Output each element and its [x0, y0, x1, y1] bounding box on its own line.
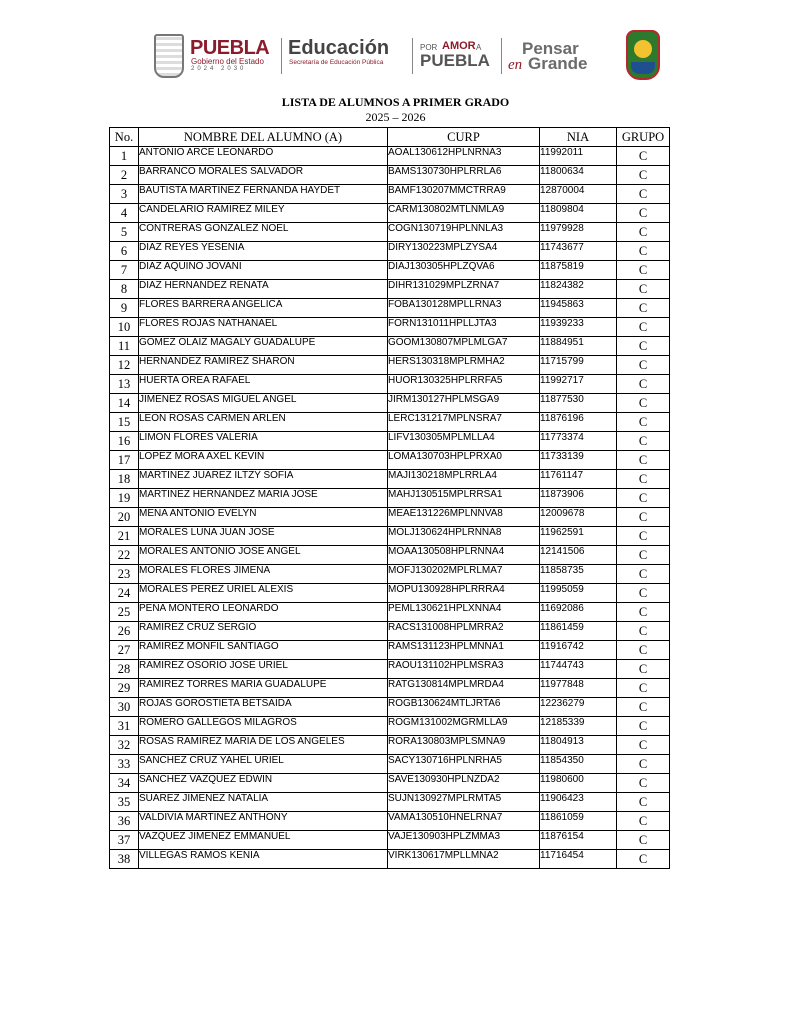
student-name-cell: ROJAS GOROSTIETA BETSAIDA	[139, 698, 388, 717]
table-row	[110, 299, 670, 318]
table-row	[110, 337, 670, 356]
student-name-cell: LIMON FLORES VALERIA	[139, 432, 388, 451]
group-cell: C	[617, 527, 670, 546]
curp-cell: SAVE130930HPLNZDA2	[388, 774, 540, 793]
group-cell: C	[617, 375, 670, 394]
table-row	[110, 451, 670, 470]
row-number-cell: 17	[110, 451, 139, 470]
nia-cell: 12870004	[540, 185, 617, 204]
nia-cell: 11992011	[540, 147, 617, 166]
student-name-cell: CONTRERAS GONZALEZ NOEL	[139, 223, 388, 242]
table-row	[110, 584, 670, 603]
row-number-cell: 32	[110, 736, 139, 755]
row-number-cell: 28	[110, 660, 139, 679]
column-header-name: NOMBRE DEL ALUMNO (A)	[139, 128, 388, 147]
row-number-cell: 37	[110, 831, 139, 850]
curp-cell: JIRM130127HPLMSGA9	[388, 394, 540, 413]
row-number-cell: 7	[110, 261, 139, 280]
group-cell: C	[617, 603, 670, 622]
student-name-cell: RAMIREZ MONFIL SANTIAGO	[139, 641, 388, 660]
curp-cell: DIAJ130305HPLZQVA6	[388, 261, 540, 280]
group-cell: C	[617, 622, 670, 641]
group-cell: C	[617, 736, 670, 755]
row-number-cell: 20	[110, 508, 139, 527]
curp-cell: VIRK130617MPLLMNA2	[388, 850, 540, 869]
group-cell: C	[617, 850, 670, 869]
group-cell: C	[617, 584, 670, 603]
table-header-row	[110, 128, 670, 147]
row-number-cell: 31	[110, 717, 139, 736]
emblem-sun-icon	[634, 40, 652, 58]
curp-cell: MOLJ130624HPLRNNA8	[388, 527, 540, 546]
logo-divider	[501, 38, 502, 74]
curp-cell: ROGM131002MGRMLLA9	[388, 717, 540, 736]
row-number-cell: 15	[110, 413, 139, 432]
group-cell: C	[617, 774, 670, 793]
row-number-cell: 3	[110, 185, 139, 204]
row-number-cell: 38	[110, 850, 139, 869]
student-name-cell: HUERTA OREA RAFAEL	[139, 375, 388, 394]
student-name-cell: GOMEZ OLAIZ MAGALY GUADALUPE	[139, 337, 388, 356]
row-number-cell: 5	[110, 223, 139, 242]
educacion-logo: Educación	[288, 37, 390, 59]
educacion-logo-subtitle: Secretaría de Educación Pública	[289, 59, 384, 66]
curp-cell: MEAE131226MPLNNVA8	[388, 508, 540, 527]
table-row	[110, 261, 670, 280]
table-row	[110, 280, 670, 299]
student-name-cell: ANTONIO ARCE LEONARDO	[139, 147, 388, 166]
nia-cell: 11906423	[540, 793, 617, 812]
por-amor-logo-a: A	[476, 43, 482, 52]
curp-cell: RAOU131102HPLMSRA3	[388, 660, 540, 679]
nia-cell: 11809804	[540, 204, 617, 223]
student-name-cell: RAMIREZ CRUZ SERGIO	[139, 622, 388, 641]
table-row	[110, 413, 670, 432]
table-row	[110, 223, 670, 242]
group-cell: C	[617, 166, 670, 185]
puebla-logo: PUEBLA	[190, 37, 270, 59]
group-cell: C	[617, 318, 670, 337]
group-cell: C	[617, 660, 670, 679]
student-name-cell: DIAZ REYES YESENIA	[139, 242, 388, 261]
curp-cell: BAMF130207MMCTRRA9	[388, 185, 540, 204]
nia-cell: 12185339	[540, 717, 617, 736]
curp-cell: RATG130814MPLMRDA4	[388, 679, 540, 698]
nia-cell: 11962591	[540, 527, 617, 546]
table-row	[110, 660, 670, 679]
group-cell: C	[617, 641, 670, 660]
row-number-cell: 10	[110, 318, 139, 337]
nia-cell: 11858735	[540, 565, 617, 584]
curp-cell: DIHR131029MPLZRNA7	[388, 280, 540, 299]
row-number-cell: 12	[110, 356, 139, 375]
curp-cell: LIFV130305MPLMLLA4	[388, 432, 540, 451]
group-cell: C	[617, 717, 670, 736]
curp-cell: FOBA130128MPLLRNA3	[388, 299, 540, 318]
table-row	[110, 755, 670, 774]
student-name-cell: BAUTISTA MARTINEZ FERNANDA HAYDET	[139, 185, 388, 204]
nia-cell: 11916742	[540, 641, 617, 660]
column-header-curp: CURP	[388, 128, 540, 147]
group-cell: C	[617, 394, 670, 413]
group-cell: C	[617, 831, 670, 850]
header-logos	[150, 30, 660, 82]
nia-cell: 11995059	[540, 584, 617, 603]
en-grande-logo-grande: Grande	[528, 54, 588, 73]
nia-cell: 11824382	[540, 280, 617, 299]
nia-cell: 11876154	[540, 831, 617, 850]
group-cell: C	[617, 489, 670, 508]
puebla-logo-subtitle: Gobierno del Estado	[191, 57, 264, 66]
student-name-cell: VAZQUEZ JIMENEZ EMMANUEL	[139, 831, 388, 850]
curp-cell: AOAL130612HPLNRNA3	[388, 147, 540, 166]
curp-cell: RACS131008HPLMRRA2	[388, 622, 540, 641]
por-amor-logo-por: POR	[420, 43, 438, 52]
nia-cell: 11692086	[540, 603, 617, 622]
nia-cell: 11979928	[540, 223, 617, 242]
row-number-cell: 35	[110, 793, 139, 812]
nia-cell: 11744743	[540, 660, 617, 679]
table-row	[110, 698, 670, 717]
curp-cell: COGN130719HPLNNLA3	[388, 223, 540, 242]
table-row	[110, 622, 670, 641]
curp-cell: RORA130803MPLSMNA9	[388, 736, 540, 755]
student-name-cell: ROMERO GALLEGOS MILAGROS	[139, 717, 388, 736]
student-name-cell: SUAREZ JIMENEZ NATALIA	[139, 793, 388, 812]
table-row	[110, 774, 670, 793]
group-cell: C	[617, 299, 670, 318]
nia-cell: 11875819	[540, 261, 617, 280]
table-row	[110, 242, 670, 261]
curp-cell: RAMS131123HPLMNNA1	[388, 641, 540, 660]
nia-cell: 11733139	[540, 451, 617, 470]
student-name-cell: FLORES BARRERA ANGELICA	[139, 299, 388, 318]
group-cell: C	[617, 698, 670, 717]
student-name-cell: MARTINEZ HERNANDEZ MARIA JOSE	[139, 489, 388, 508]
student-name-cell: VALDIVIA MARTINEZ ANTHONY	[139, 812, 388, 831]
logo-divider	[281, 38, 282, 74]
row-number-cell: 4	[110, 204, 139, 223]
student-name-cell: MORALES FLORES JIMENA	[139, 565, 388, 584]
student-name-cell: BARRANCO MORALES SALVADOR	[139, 166, 388, 185]
table-row	[110, 508, 670, 527]
nia-cell: 11977848	[540, 679, 617, 698]
nia-cell: 11743677	[540, 242, 617, 261]
group-cell: C	[617, 185, 670, 204]
column-header-group: GRUPO	[617, 128, 670, 147]
group-cell: C	[617, 508, 670, 527]
row-number-cell: 22	[110, 546, 139, 565]
row-number-cell: 1	[110, 147, 139, 166]
column-header-nia: NIA	[540, 128, 617, 147]
logo-divider	[412, 38, 413, 74]
row-number-cell: 11	[110, 337, 139, 356]
group-cell: C	[617, 793, 670, 812]
student-name-cell: MARTINEZ JUAREZ ILTZY SOFIA	[139, 470, 388, 489]
nia-cell: 12009678	[540, 508, 617, 527]
table-row	[110, 147, 670, 166]
row-number-cell: 23	[110, 565, 139, 584]
por-amor-logo-amor: AMOR	[442, 40, 476, 52]
student-name-cell: SANCHEZ CRUZ YAHEL URIEL	[139, 755, 388, 774]
nia-cell: 11861459	[540, 622, 617, 641]
group-cell: C	[617, 223, 670, 242]
group-cell: C	[617, 204, 670, 223]
puebla-shield-icon	[154, 34, 184, 78]
nia-cell: 11773374	[540, 432, 617, 451]
table-row	[110, 166, 670, 185]
row-number-cell: 19	[110, 489, 139, 508]
student-name-cell: SANCHEZ VAZQUEZ EDWIN	[139, 774, 388, 793]
row-number-cell: 34	[110, 774, 139, 793]
curp-cell: SACY130716HPLNRHA5	[388, 755, 540, 774]
nia-cell: 12141506	[540, 546, 617, 565]
student-name-cell: CANDELARIO RAMIREZ MILEY	[139, 204, 388, 223]
table-row	[110, 603, 670, 622]
student-name-cell: MORALES ANTONIO JOSE ANGEL	[139, 546, 388, 565]
table-row	[110, 641, 670, 660]
student-name-cell: LEON ROSAS CARMEN ARLEN	[139, 413, 388, 432]
group-cell: C	[617, 546, 670, 565]
row-number-cell: 18	[110, 470, 139, 489]
curp-cell: CARM130802MTLNMLA9	[388, 204, 540, 223]
group-cell: C	[617, 451, 670, 470]
group-cell: C	[617, 755, 670, 774]
student-name-cell: DIAZ HERNANDEZ RENATA	[139, 280, 388, 299]
table-row	[110, 565, 670, 584]
nia-cell: 11877530	[540, 394, 617, 413]
group-cell: C	[617, 280, 670, 299]
curp-cell: ROGB130624MTLJRTA6	[388, 698, 540, 717]
nia-cell: 11854350	[540, 755, 617, 774]
nia-cell: 12236279	[540, 698, 617, 717]
group-cell: C	[617, 470, 670, 489]
nia-cell: 11939233	[540, 318, 617, 337]
student-name-cell: ROSAS RAMIREZ MARIA DE LOS ANGELES	[139, 736, 388, 755]
curp-cell: MOPU130928HPLRRRA4	[388, 584, 540, 603]
row-number-cell: 30	[110, 698, 139, 717]
curp-cell: MAHJ130515MPLRRSA1	[388, 489, 540, 508]
table-row	[110, 375, 670, 394]
curp-cell: MOAA130508HPLRNNA4	[388, 546, 540, 565]
table-row	[110, 527, 670, 546]
row-number-cell: 9	[110, 299, 139, 318]
emblem-base-icon	[631, 62, 655, 74]
row-number-cell: 26	[110, 622, 139, 641]
nia-cell: 11861059	[540, 812, 617, 831]
curp-cell: GOOM130807MPLMLGA7	[388, 337, 540, 356]
student-name-cell: HERNANDEZ RAMIREZ SHARON	[139, 356, 388, 375]
table-row	[110, 318, 670, 337]
student-name-cell: MENA ANTONIO EVELYN	[139, 508, 388, 527]
table-row	[110, 489, 670, 508]
student-name-cell: LOPEZ MORA AXEL KEVIN	[139, 451, 388, 470]
student-name-cell: PEÑA MONTERO LEONARDO	[139, 603, 388, 622]
school-emblem-icon	[626, 30, 660, 80]
group-cell: C	[617, 261, 670, 280]
nia-cell: 11715799	[540, 356, 617, 375]
curp-cell: LERC131217MPLNSRA7	[388, 413, 540, 432]
table-row	[110, 679, 670, 698]
curp-cell: PEML130621HPLXNNA4	[388, 603, 540, 622]
student-name-cell: DIAZ AQUINO JOVANI	[139, 261, 388, 280]
row-number-cell: 8	[110, 280, 139, 299]
nia-cell: 11980600	[540, 774, 617, 793]
page-title: LISTA DE ALUMNOS A PRIMER GRADO	[281, 95, 510, 109]
curp-cell: HERS130318MPLRMHA2	[388, 356, 540, 375]
row-number-cell: 16	[110, 432, 139, 451]
group-cell: C	[617, 337, 670, 356]
nia-cell: 11876196	[540, 413, 617, 432]
group-cell: C	[617, 242, 670, 261]
table-body	[110, 147, 670, 869]
table-row	[110, 394, 670, 413]
en-grande-logo-en: en	[508, 57, 523, 73]
curp-cell: LOMA130703HPLPRXA0	[388, 451, 540, 470]
nia-cell: 11992717	[540, 375, 617, 394]
row-number-cell: 29	[110, 679, 139, 698]
puebla-logo-years: 2024 2030	[191, 66, 247, 72]
row-number-cell: 25	[110, 603, 139, 622]
nia-cell: 11804913	[540, 736, 617, 755]
student-name-cell: RAMIREZ OSORIO JOSE URIEL	[139, 660, 388, 679]
curp-cell: MOFJ130202MPLRLMA7	[388, 565, 540, 584]
row-number-cell: 6	[110, 242, 139, 261]
table-row	[110, 546, 670, 565]
row-number-cell: 14	[110, 394, 139, 413]
student-name-cell: VILLEGAS RAMOS KENIA	[139, 850, 388, 869]
student-name-cell: MORALES PEREZ URIEL ALEXIS	[139, 584, 388, 603]
student-name-cell: FLORES ROJAS NATHANAEL	[139, 318, 388, 337]
nia-cell: 11873906	[540, 489, 617, 508]
table-row	[110, 717, 670, 736]
nia-cell: 11761147	[540, 470, 617, 489]
curp-cell: HUOR130325HPLRRFA5	[388, 375, 540, 394]
table-row	[110, 356, 670, 375]
table-row	[110, 850, 670, 869]
row-number-cell: 36	[110, 812, 139, 831]
table-row	[110, 793, 670, 812]
table-row	[110, 185, 670, 204]
row-number-cell: 24	[110, 584, 139, 603]
row-number-cell: 2	[110, 166, 139, 185]
table-row	[110, 736, 670, 755]
nia-cell: 11800634	[540, 166, 617, 185]
curp-cell: BAMS130730HPLRRLA6	[388, 166, 540, 185]
row-number-cell: 21	[110, 527, 139, 546]
curp-cell: DIRY130223MPLZYSA4	[388, 242, 540, 261]
school-year: 2025 – 2026	[365, 110, 426, 124]
curp-cell: VAJE130903HPLZMMA3	[388, 831, 540, 850]
table-row	[110, 470, 670, 489]
curp-cell: MAJI130218MPLRRLA4	[388, 470, 540, 489]
group-cell: C	[617, 147, 670, 166]
curp-cell: FORN131011HPLLJTA3	[388, 318, 540, 337]
column-header-number: No.	[110, 128, 139, 147]
group-cell: C	[617, 413, 670, 432]
nia-cell: 11884951	[540, 337, 617, 356]
student-name-cell: RAMIREZ TORRES MARIA GUADALUPE	[139, 679, 388, 698]
student-name-cell: JIMENEZ ROSAS MIGUEL ANGEL	[139, 394, 388, 413]
student-name-cell: MORALES LUNA JUAN JOSE	[139, 527, 388, 546]
pensar-logo: Pensar	[522, 39, 579, 58]
row-number-cell: 13	[110, 375, 139, 394]
table-row	[110, 204, 670, 223]
table-row	[110, 432, 670, 451]
group-cell: C	[617, 812, 670, 831]
group-cell: C	[617, 679, 670, 698]
group-cell: C	[617, 432, 670, 451]
group-cell: C	[617, 565, 670, 584]
row-number-cell: 33	[110, 755, 139, 774]
nia-cell: 11945863	[540, 299, 617, 318]
group-cell: C	[617, 356, 670, 375]
nia-cell: 11716454	[540, 850, 617, 869]
por-amor-logo-puebla: PUEBLA	[420, 51, 490, 70]
curp-cell: VAMA130510HNELRNA7	[388, 812, 540, 831]
curp-cell: SUJN130927MPLRMTA5	[388, 793, 540, 812]
student-list-table	[109, 127, 670, 869]
table-row	[110, 812, 670, 831]
table-row	[110, 831, 670, 850]
row-number-cell: 27	[110, 641, 139, 660]
